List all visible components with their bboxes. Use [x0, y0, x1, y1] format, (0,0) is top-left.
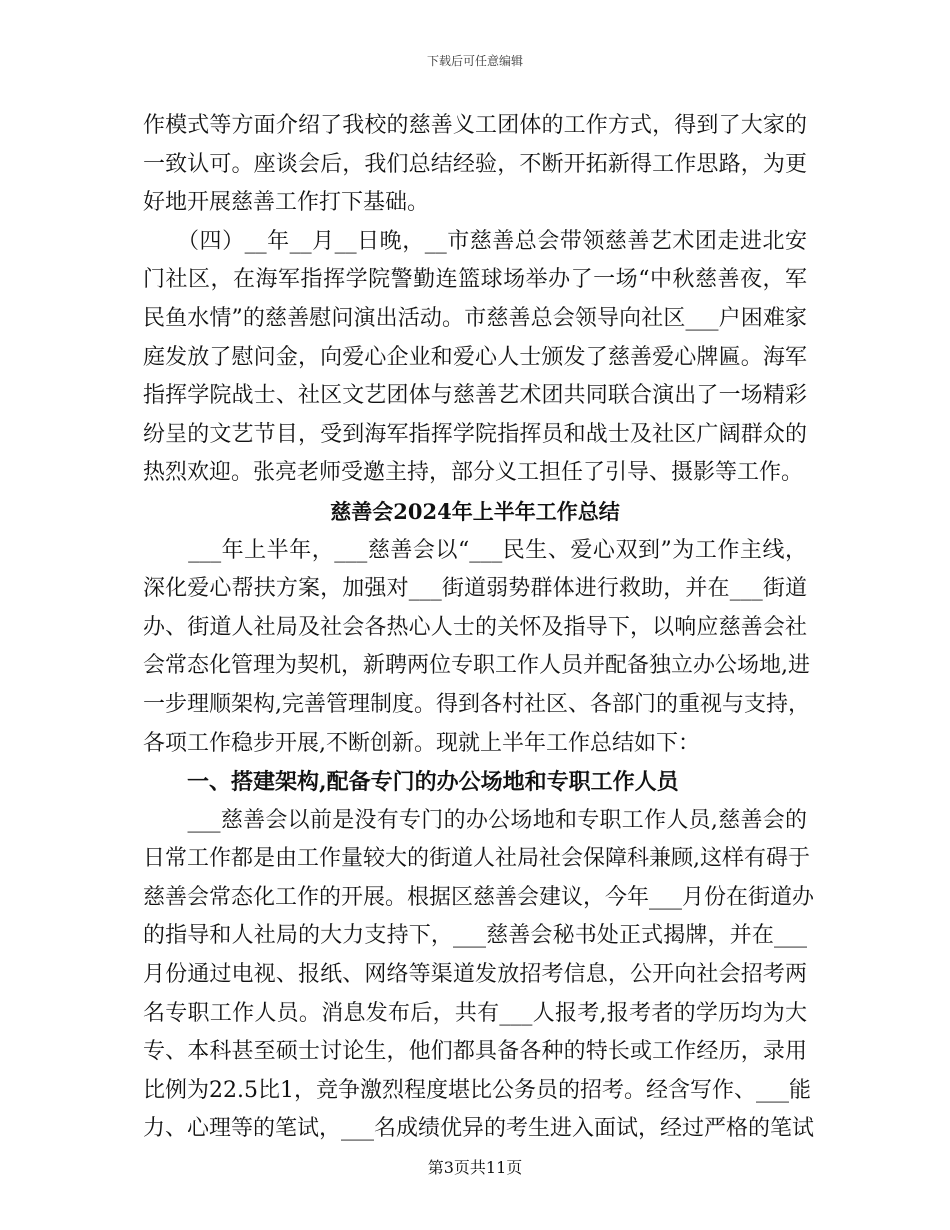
section-heading: 一、搭建架构,配备专门的办公场地和专职工作人员 — [143, 769, 679, 796]
text-line: 办、街道人社局及社会各热心人士的关怀及指导下，以响应慈善会社 — [143, 614, 807, 640]
text-line: 比例为22.5比1，竞争激烈程度堪比公务员的招考。经含写作、___能 — [143, 1077, 811, 1103]
text-line: 日常工作都是由工作量较大的街道人社局社会保障科兼顾,这样有碍于 — [143, 846, 810, 872]
text-line: 名专职工作人员。消息发布后，共有___人报考,报考者的学历均为大 — [143, 1000, 807, 1026]
section-title: 慈善会2024年上半年工作总结 — [330, 498, 620, 524]
page-header: 下载后可任意编辑 — [426, 54, 523, 68]
text-line: 一致认可。座谈会后，我们总结经验，不断开拓新得工作思路，为更 — [143, 151, 807, 177]
text-line: 专、本科甚至硕士讨论生，他们都具备各种的特长或工作经历，录用 — [143, 1039, 807, 1065]
text-line: 指挥学院战士、社区文艺团体与慈善艺术团共同联合演出了一场精彩 — [143, 383, 807, 409]
text-line: 纷呈的文艺节目，受到海军指挥学院指挥员和战士及社区广阔群众的 — [143, 421, 807, 447]
text-line: 深化爱心帮扶方案，加强对___街道弱势群体进行救助，并在___街道 — [143, 576, 807, 602]
text-line: 慈善会常态化工作的开展。根据区慈善会建议，今年___月份在街道办 — [143, 884, 815, 910]
page-footer: 第3页共11页 — [427, 1158, 523, 1177]
text-line: 月份通过电视、报纸、网络等渠道发放招考信息，公开向社会招考两 — [143, 962, 807, 988]
text-line: （四）__年__月__日晚，__市慈善总会带领慈善艺术团走进北安 — [143, 228, 807, 254]
text-line: 一步理顺架构,完善管理制度。得到各村社区、各部门的重视与支持， — [143, 691, 810, 717]
text-line: 的指导和人社局的大力支持下，___慈善会秘书处正式揭牌，并在___ — [143, 923, 807, 949]
document-body — [143, 107, 815, 1149]
text-line: ___年上半年，___慈善会以“___民生、爱心双到”为工作主线， — [143, 537, 807, 563]
text-line: ___慈善会以前是没有专门的办公场地和专职工作人员,慈善会的 — [143, 807, 807, 833]
text-line: 会常态化管理为契机，新聘两位专职工作人员并配备独立办公场地,进 — [143, 653, 810, 679]
text-line: 好地开展慈善工作打下基础。 — [143, 190, 430, 216]
text-line: 各项工作稳步开展,不断创新。现就上半年工作总结如下： — [143, 730, 700, 756]
text-line: 力、心理等的笔试，___名成绩优异的考生进入面试，经过严格的笔试 — [143, 1116, 815, 1142]
text-line: 热烈欢迎。张亮老师受邀主持，部分义工担任了引导、摄影等工作。 — [143, 460, 804, 486]
text-line: 民鱼水情”的慈善慰问演出活动。市慈善总会领导向社区___户困难家 — [143, 305, 807, 331]
text-line: 作模式等方面介绍了我校的慈善义工团体的工作方式，得到了大家的 — [143, 113, 807, 138]
text-line: 庭发放了慰问金，向爱心企业和爱心人士颁发了慈善爱心牌匾。海军 — [143, 344, 807, 370]
text-line: 门社区，在海军指挥学院警勤连篮球场举办了一场“中秋慈善夜，军 — [143, 267, 807, 293]
